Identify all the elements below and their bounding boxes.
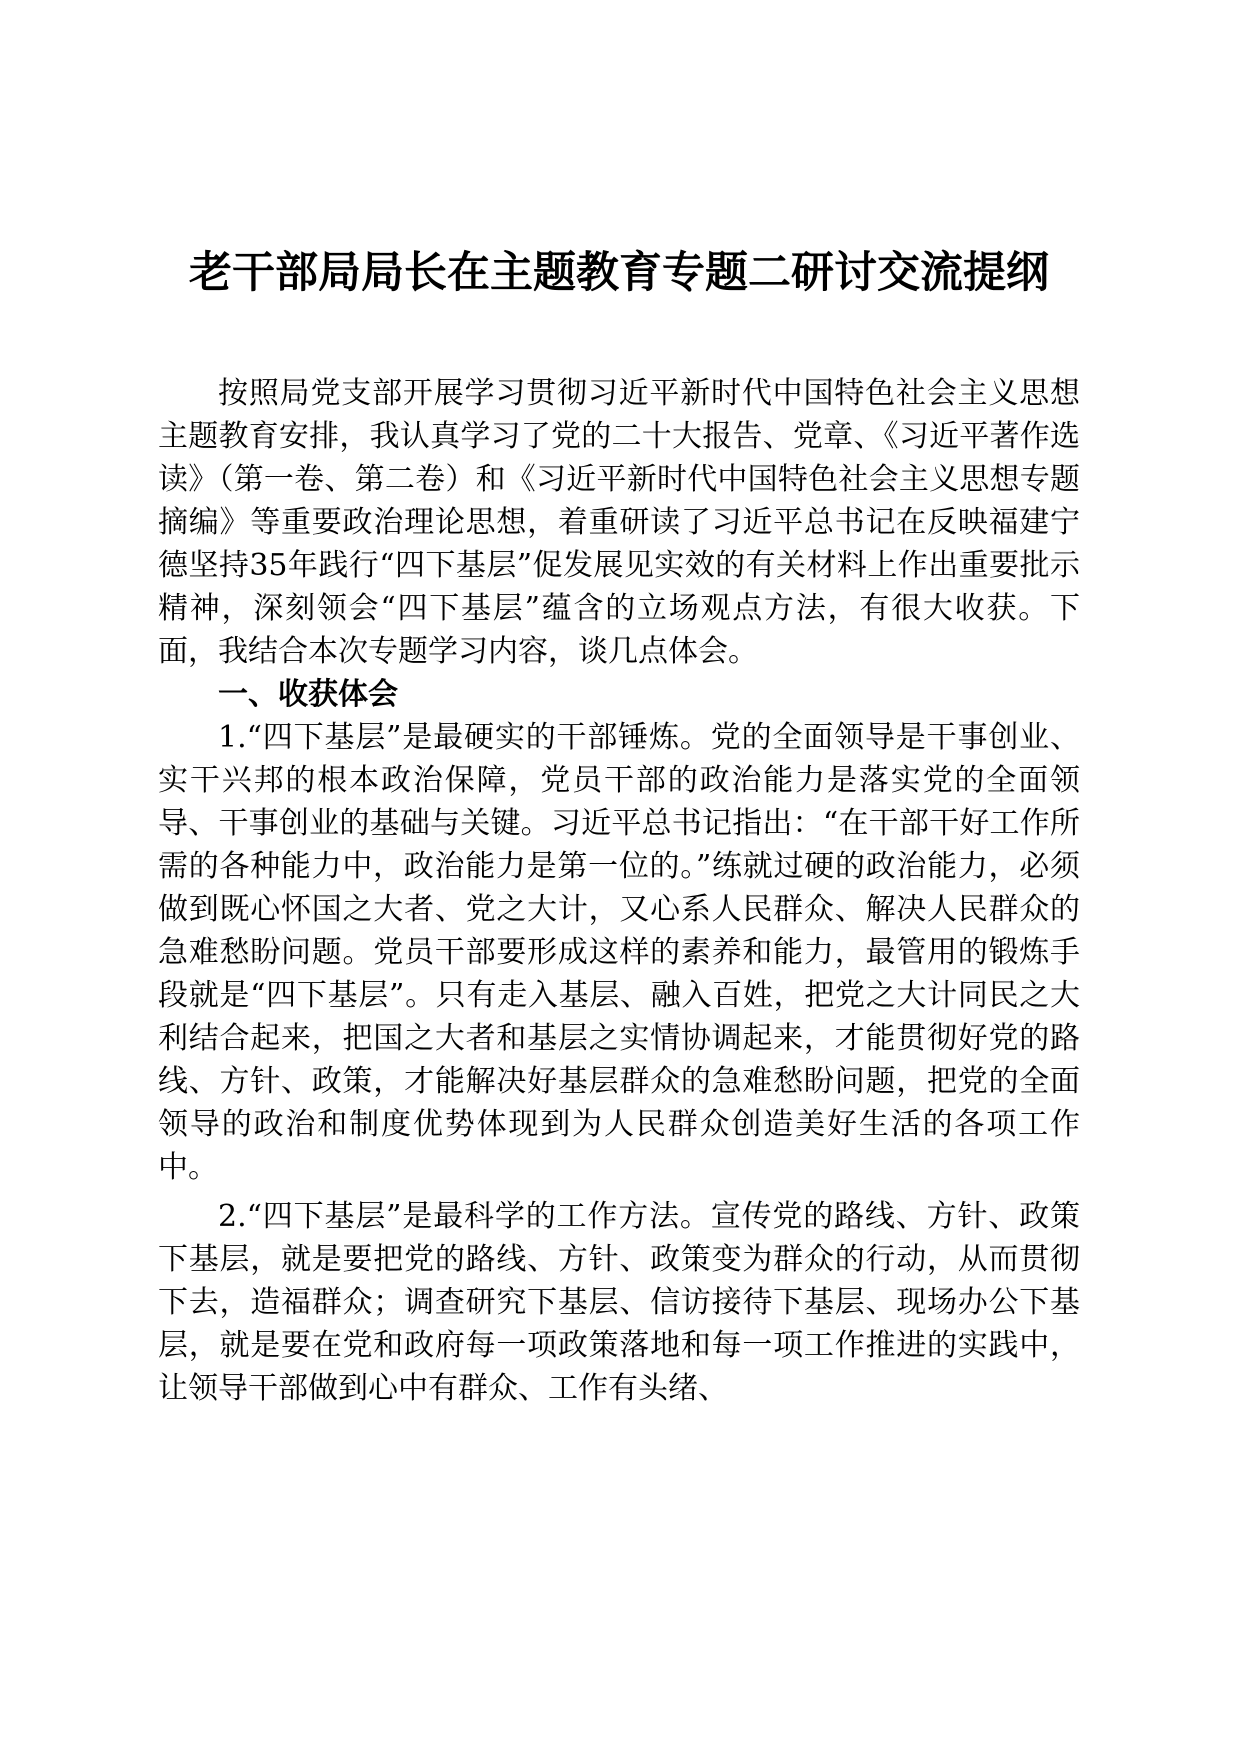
intro-paragraph: 按照局党支部开展学习贯彻习近平新时代中国特色社会主义思想主题教育安排，我认真学习了党的二十大报告、党章、《习近平著作选读》（第一卷、第二卷）和《习近平新时代中国特色社会主义思想专题摘编》等重要政治理论思想，着重研读了习近平总书记在反映福建宁德坚持35年践行“四下基层”促发展见实效的有关材料上作出重要批示精神，深刻领会“四下基层”蕴含的立场观点方法，有很大收获。下面，我结合本次专题学习内容，谈几点体会。 — [158, 376, 1080, 669]
point-paragraph-1: 1.“四下基层”是最硬实的干部锤炼。党的全面领导是干事创业、实干兴邦的根本政治保障，党员干部的政治能力是落实党的全面领导、干事创业的基础与关键。习近平总书记指出：“在干部干好工作所需的各种能力中，政治能力是第一位的。”练就过硬的政治能力，必须做到既心怀国之大者、党之大计，又心系人民群众、解决人民群众的急难愁盼问题。党员干部要形成这样的素养和能力，最管用的锻炼手段就是“四下基层”。只有走入基层、融入百姓，把党之大计同民之大利结合起来，把国之大者和基层之实情协调起来，才能贯彻好党的路线、方针、政策，才能解决好基层群众的急难愁盼问题，把党的全面领导的政治和制度优势体现到为人民群众创造美好生活的各项工作中。 — [158, 720, 1080, 1185]
point-paragraph-2: 2.“四下基层”是最科学的工作方法。宣传党的路线、方针、政策下基层，就是要把党的路线、方针、政策变为群众的行动，从而贯彻下去，造福群众；调查研究下基层、信访接待下基层、现场办公下基层，就是要在党和政府每一项政策落地和每一项工作推进的实践中，让领导干部做到心中有群众、工作有头绪、 — [158, 1199, 1080, 1406]
document-body — [158, 372, 1080, 1410]
document-title: 老干部局局长在主题教育专题二研讨交流提纲 — [189, 248, 1049, 298]
section-heading-harvest: 一、收获体会 — [218, 677, 398, 712]
document-content — [158, 242, 1080, 1410]
